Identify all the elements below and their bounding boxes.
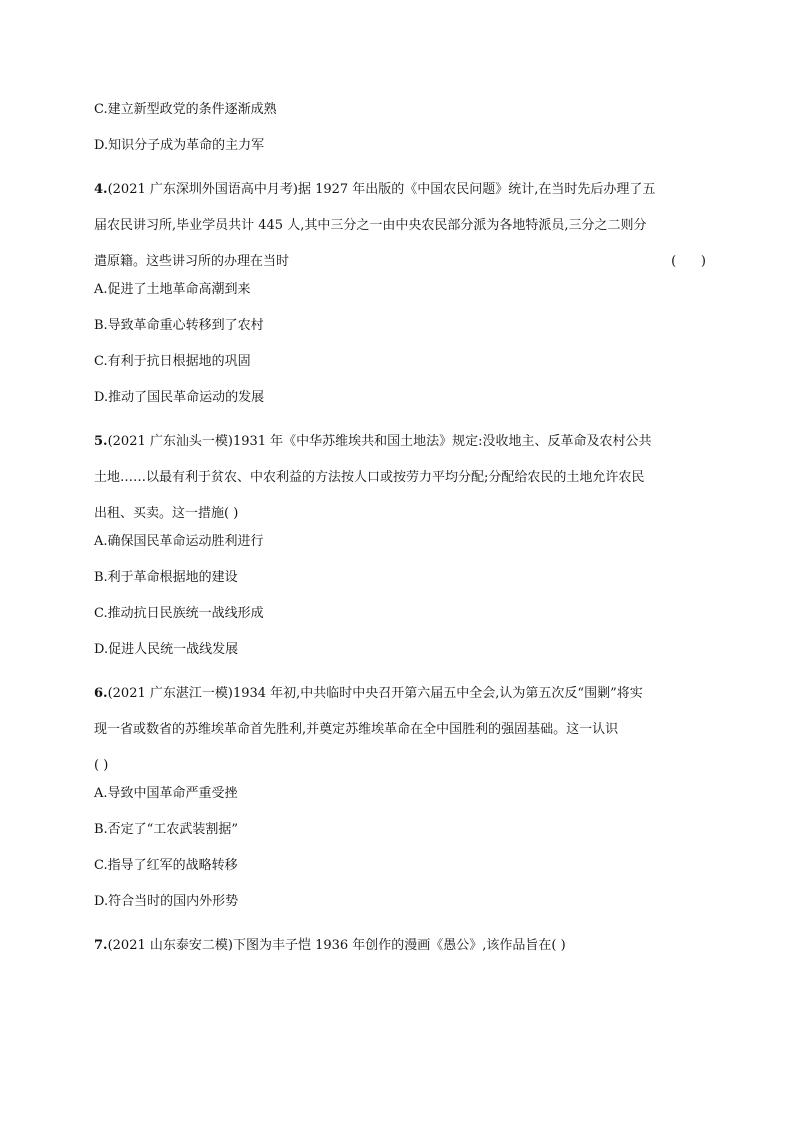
q5-option-b: B.利于革命根据地的建设 (94, 570, 238, 585)
question-7-line-1: (2021 山东泰安二模)下图为丰子恺 1936 年创作的漫画《愚公》,该作品旨在( ) (107, 938, 566, 953)
question-5-line-2: 土地……以最有利于贫农、中农利益的方法按人口或按劳力平均分配;分配给农民的土地允许农民 (94, 470, 645, 485)
question-6-stem (94, 676, 704, 784)
question-4-line-1: (2021 广东深圳外国语高中月考)据 1927 年出版的《中国农民问题》统计,在当时先后办理了五 (107, 182, 656, 197)
question-4-number: 4. (94, 182, 108, 197)
question-5-stem (94, 424, 704, 532)
q6-option-b: B.否定了“工农武装割据” (94, 822, 238, 837)
document-page (94, 100, 704, 964)
q3-option-c: C.建立新型政党的条件逐渐成熟 (94, 102, 277, 117)
question-7-number: 7. (94, 938, 108, 953)
question-4-line-3: 遣原籍。这些讲习所的办理在当时 (94, 254, 290, 269)
question-5-line-1: (2021 广东汕头一模)1931 年《中华苏维埃共和国土地法》规定:没收地主、反革命及农村公共 (107, 434, 652, 449)
question-6-line-2: 现一省或数省的苏维埃革命首先胜利,并奠定苏维埃革命在全中国胜利的强固基础。这一认识 (94, 722, 619, 737)
q5-option-c: C.推动抗日民族统一战线形成 (94, 606, 264, 621)
q4-option-c: C.有利于抗日根据地的巩固 (94, 354, 251, 369)
question-7-stem (94, 928, 704, 964)
q4-option-a: A.促进了土地革命高潮到来 (94, 282, 251, 297)
question-6-answer-bracket: ( ) (94, 758, 109, 773)
question-5-number: 5. (94, 434, 108, 449)
question-4-answer-bracket: ( ) (671, 254, 706, 269)
question-6-line-1: (2021 广东湛江一模)1934 年初,中共临时中央召开第六届五中全会,认为第五次反“围剿”将实 (107, 686, 643, 701)
question-5-line-3: 出租、买卖。这一措施( ) (94, 506, 239, 521)
q5-option-a: A.确保国民革命运动胜利进行 (94, 534, 264, 549)
question-4-line-2: 届农民讲习所,毕业学员共计 445 人,其中三分之一由中央农民部分派为各地特派员,三分之二则分 (94, 218, 647, 233)
question-6-number: 6. (94, 686, 108, 701)
q6-option-c: C.指导了红军的战略转移 (94, 858, 238, 873)
q4-option-d: D.推动了国民革命运动的发展 (94, 390, 265, 405)
q4-option-b: B.导致革命重心转移到了农村 (94, 318, 264, 333)
question-4-stem (94, 172, 704, 280)
q6-option-a: A.导致中国革命严重受挫 (94, 786, 238, 801)
q6-option-d: D.符合当时的国内外形势 (94, 894, 239, 909)
q3-option-d: D.知识分子成为革命的主力军 (94, 138, 265, 153)
q5-option-d: D.促进人民统一战线发展 (94, 642, 239, 657)
